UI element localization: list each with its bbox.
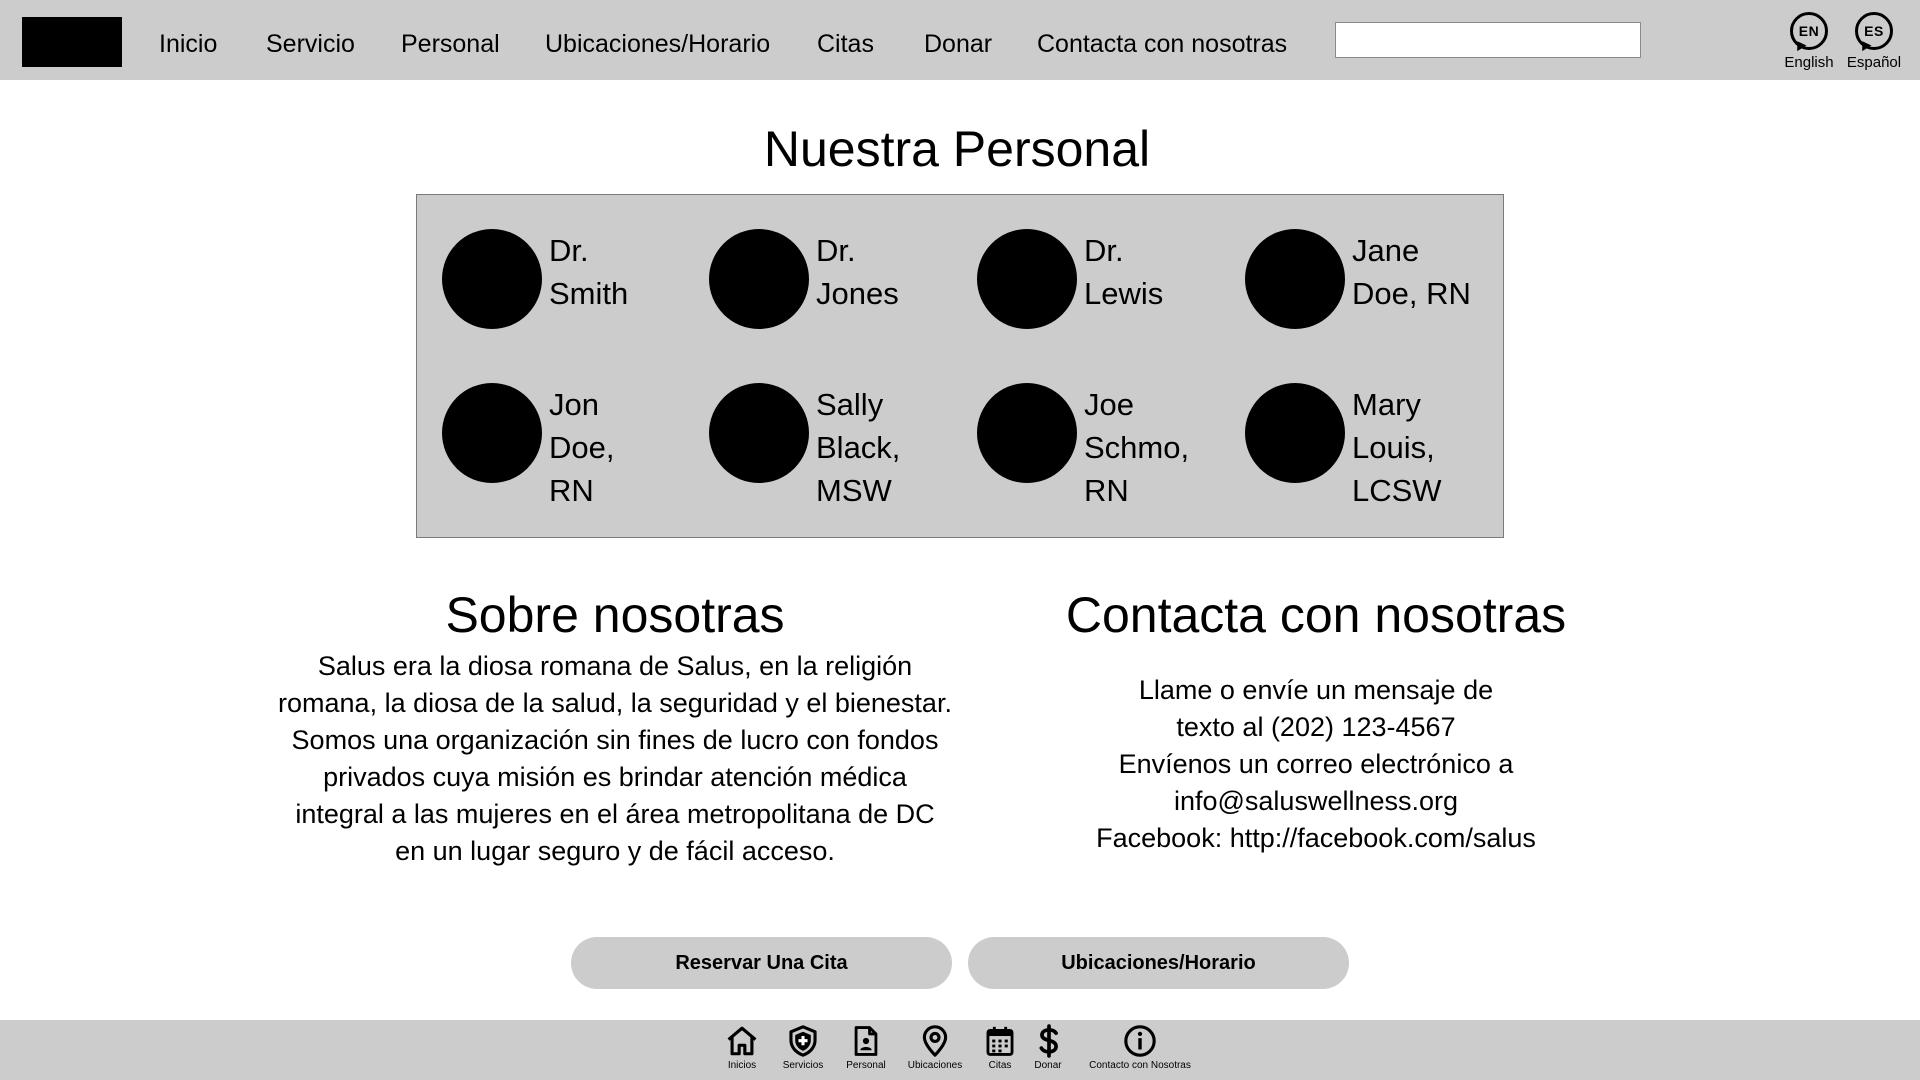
top-navigation-bar — [0, 0, 1920, 80]
staff-name — [549, 383, 704, 512]
staff-name-line: Dr. — [549, 233, 589, 268]
staff-name-line: Doe, RN — [1352, 276, 1471, 311]
contact-title: Contacta con nosotras — [1065, 587, 1567, 643]
contact-email-link[interactable]: info@saluswellness.org — [1173, 786, 1459, 816]
speech-bubble-icon — [1790, 12, 1828, 50]
nav-ubicaciones-horario[interactable]: Ubicaciones/Horario — [545, 30, 771, 58]
staff-card[interactable] — [709, 383, 969, 543]
staff-name-line: Louis, — [1352, 430, 1435, 465]
avatar — [442, 229, 542, 329]
nav-donar[interactable]: Donar — [924, 30, 993, 58]
avatar — [709, 383, 809, 483]
language-code: ES — [1864, 23, 1884, 39]
search-input[interactable] — [1335, 22, 1641, 58]
staff-name — [1084, 383, 1239, 512]
staff-section-title: Nuestra Personal — [763, 121, 1151, 177]
contact-line: Envíenos un correo electrónico a — [1118, 749, 1514, 779]
language-label: English — [1784, 54, 1834, 71]
staff-name-line: Mary — [1352, 387, 1421, 422]
bottom-nav-donar[interactable] — [1032, 1024, 1064, 1072]
staff-name-line: Schmo, — [1084, 430, 1190, 465]
bottom-nav-servicios[interactable] — [780, 1024, 826, 1072]
staff-card[interactable] — [442, 383, 702, 543]
staff-name-line: Joe — [1084, 387, 1134, 422]
shield-plus-icon — [786, 1024, 820, 1058]
staff-name-line: Dr. — [816, 233, 856, 268]
bottom-nav-label: Inicios — [727, 1060, 757, 1071]
staff-card[interactable] — [1245, 229, 1505, 389]
staff-name-line: Smith — [549, 276, 629, 311]
staff-name-line: Jane — [1352, 233, 1420, 268]
staff-name-line: RN — [1084, 473, 1129, 508]
bottom-nav-label: Ubicaciones — [907, 1060, 963, 1071]
location-pin-icon — [918, 1024, 952, 1058]
staff-card[interactable] — [442, 229, 702, 389]
contact-line: Llame o envíe un mensaje de — [1138, 675, 1494, 705]
nav-personal[interactable]: Personal — [401, 30, 500, 58]
staff-name-line: Dr. — [1084, 233, 1124, 268]
info-icon — [1123, 1024, 1157, 1058]
contact-phone[interactable]: texto al (202) 123-4567 — [1176, 712, 1456, 742]
avatar — [977, 229, 1077, 329]
staff-name-line: Doe, — [549, 430, 615, 465]
staff-name — [1352, 383, 1507, 512]
contact-info — [1040, 672, 1592, 857]
home-icon — [725, 1024, 759, 1058]
staff-name-line: MSW — [816, 473, 892, 508]
nav-inicio[interactable]: Inicio — [159, 30, 218, 58]
avatar — [1245, 229, 1345, 329]
staff-name — [1352, 229, 1507, 315]
avatar — [442, 383, 542, 483]
staff-grid — [416, 194, 1504, 538]
speech-bubble-icon — [1855, 12, 1893, 50]
staff-card[interactable] — [1245, 383, 1505, 543]
staff-name-line: RN — [549, 473, 594, 508]
staff-name-line: Jon — [549, 387, 599, 422]
nav-citas[interactable]: Citas — [817, 30, 874, 58]
staff-card[interactable] — [709, 229, 969, 389]
nav-contacta-con-nosotras[interactable]: Contacta con nosotras — [1037, 30, 1288, 58]
staff-name-line: LCSW — [1352, 473, 1442, 508]
nav-servicio[interactable]: Servicio — [266, 30, 355, 58]
bottom-nav-contacto[interactable] — [1086, 1024, 1194, 1072]
language-label: Español — [1846, 54, 1902, 71]
bottom-nav-label: Citas — [988, 1060, 1012, 1071]
bottom-nav-ubicaciones[interactable] — [904, 1024, 966, 1072]
staff-card[interactable] — [977, 229, 1237, 389]
avatar — [709, 229, 809, 329]
about-text: Salus era la diosa romana de Salus, en la religión romana, la diosa de la salud, la seguridad y el bienestar. Somos una organización sin fines de lucro con fondos privados cuya misión es brindar atención médica integral a las mujeres en el área metropolitana de DC en un lugar seguro y de fácil acceso. — [278, 651, 952, 866]
dollar-icon — [1032, 1024, 1066, 1058]
staff-name-line: Jones — [816, 276, 899, 311]
calendar-icon — [983, 1024, 1017, 1058]
avatar — [1245, 383, 1345, 483]
staff-name-line: Black, — [816, 430, 901, 465]
bottom-nav-label: Contacto con Nosotras — [1089, 1060, 1191, 1071]
locations-hours-button[interactable]: Ubicaciones/Horario — [968, 937, 1349, 989]
staff-name — [816, 383, 971, 512]
about-title: Sobre nosotras — [445, 587, 785, 643]
staff-name-line: Lewis — [1084, 276, 1164, 311]
language-code: EN — [1798, 23, 1820, 39]
staff-name — [816, 229, 971, 315]
staff-card[interactable] — [977, 383, 1237, 543]
staff-name — [1084, 229, 1239, 315]
language-spanish-button[interactable] — [1839, 12, 1909, 71]
avatar — [977, 383, 1077, 483]
bottom-nav-personal[interactable] — [844, 1024, 888, 1072]
bottom-nav-label: Donar — [1034, 1060, 1062, 1071]
bottom-nav-label: Personal — [846, 1060, 886, 1071]
staff-name-line: Sally — [816, 387, 884, 422]
logo[interactable] — [22, 17, 122, 67]
bottom-navigation-bar — [0, 1020, 1920, 1080]
book-appointment-button[interactable]: Reservar Una Cita — [571, 937, 952, 989]
bottom-nav-label: Servicios — [782, 1060, 824, 1071]
bottom-nav-citas[interactable] — [982, 1024, 1018, 1072]
bottom-nav-inicios[interactable] — [722, 1024, 762, 1072]
person-document-icon — [849, 1024, 883, 1058]
staff-name — [549, 229, 704, 315]
language-english-button[interactable] — [1774, 12, 1844, 71]
contact-facebook-link[interactable]: Facebook: http://facebook.com/salus — [1096, 823, 1536, 853]
